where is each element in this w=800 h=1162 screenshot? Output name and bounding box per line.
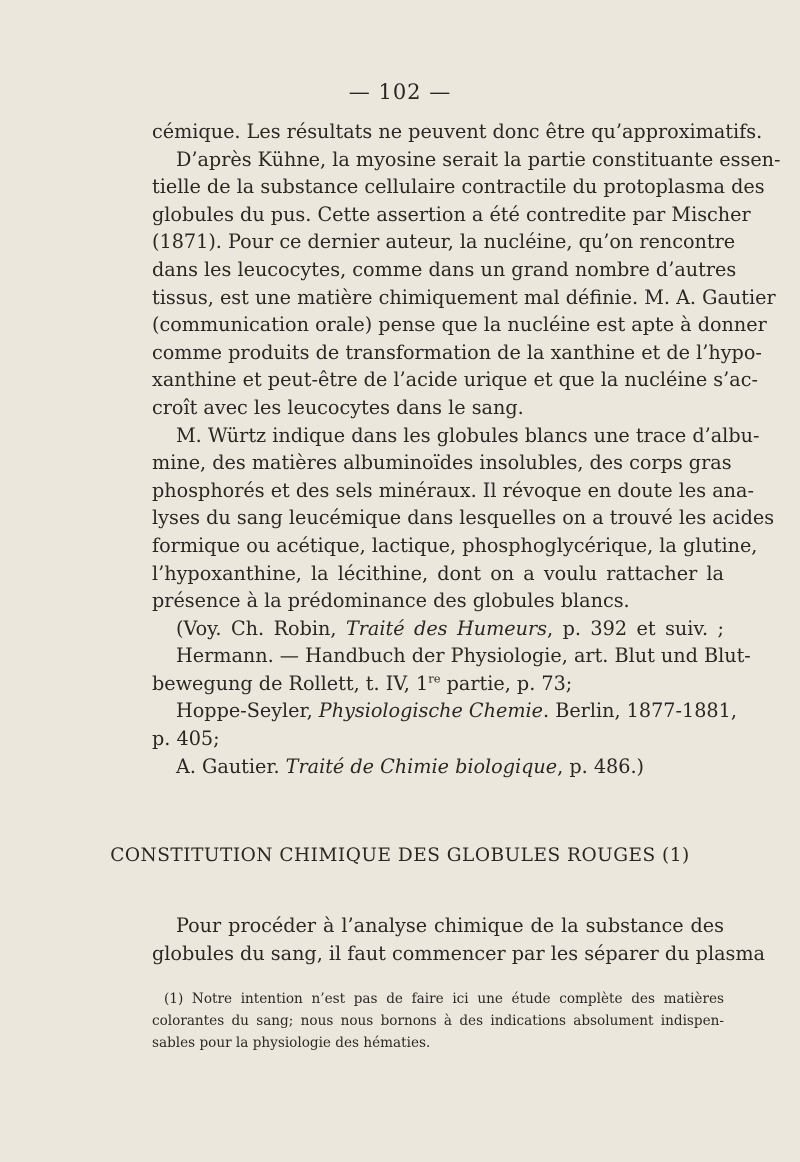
ref-text: , p. 486.) [557,754,645,778]
text-line: dans les leucocytes, comme dans un grand nombre d’autres [152,257,737,281]
ref-superscript: re [428,671,441,686]
text-line: présence à la prédominance des globules blancs. [152,589,630,613]
ref-text: A. Gautier. [176,754,286,778]
text-line: formique ou acétique, lactique, phosphoglycérique, la glutine, [152,533,758,557]
ref-text: bewegung de Rollett, t. IV, 1 [152,671,429,695]
footnote-line: colorantes du sang; nous nous bornons à des indications absolument indispen- [152,1013,724,1029]
text-line: l’hypoxanthine, la lécithine, dont on a voulu rattacher la [152,561,724,585]
text-line: Pour procéder à l’analyse chimique de la substance des [176,914,724,937]
ref-text: p. 405; [152,727,220,751]
text-line: lyses du sang leucémique dans lesquelles on a trouvé les acides [152,506,775,530]
footnote-line: (1) Notre intention n’est pas de faire ici une étude complète des matières [164,991,724,1007]
reference-line [152,615,724,643]
text-line: mine, des matières albuminoïdes insolubles, des corps gras [152,451,732,475]
text-line: croît avec les leucocytes dans le sang. [152,395,524,419]
footnote-line: sables pour la physiologie des hématies. [152,1035,431,1051]
ref-text: partie, p. 73; [440,671,573,695]
text-line: comme produits de transformation de la xanthine et de l’hypo- [152,340,762,364]
text-line: M. Würtz indique dans les globules blancs une trace d’albu- [176,423,760,447]
ref-text: . Berlin, 1877-1881, [543,699,737,723]
text-line: (communication orale) pense que la nucléine est apte à donner [152,313,767,337]
text-line: tissus, est une matière chimiquement mal définie. M. A. Gautier [152,285,776,309]
text-line: cémique. Les résultats ne peuvent donc être qu’approximatifs. [152,120,763,143]
page-number: — 102 — [348,80,452,104]
text-line: tielle de la substance cellulaire contractile du protoplasma des [152,175,765,199]
reference-line [152,697,737,725]
reference-line [152,670,724,698]
reference-line [152,725,724,753]
text-line: phosphorés et des sels minéraux. Il révoque en doute les ana- [152,478,754,502]
section-heading: CONSTITUTION CHIMIQUE DES GLOBULES ROUGES (1) [110,845,690,866]
ref-text: Hermann. — Handbuch der Physiologie, art. Blut und Blut- [176,644,751,668]
reference-line [152,753,724,781]
ref-title: Traité des Humeurs [345,616,548,640]
ref-title: Traité de Chimie biologique [285,754,558,778]
section-paragraph [152,912,765,967]
ref-text: (Voy. Ch. Robin, [176,616,346,640]
text-line: (1871). Pour ce dernier auteur, la nucléine, qu’on rencontre [152,230,736,254]
text-line: globules du pus. Cette assertion a été contredite par Mischer [152,202,751,226]
reference-line [152,642,751,670]
text-line: xanthine et peut-être de l’acide urique et que la nucléine s’ac- [152,368,758,392]
main-text [152,118,781,780]
footnote [152,988,724,1054]
ref-text: Hoppe-Seyler, [176,699,319,723]
ref-title: Physiologische Chemie [318,699,544,723]
ref-text: , p. 392 et suiv. ; [547,616,724,640]
text-line: D’après Kühne, la myosine serait la partie constituante essen- [176,147,781,171]
text-line: globules du sang, il faut commencer par les séparer du plasma [152,941,765,965]
